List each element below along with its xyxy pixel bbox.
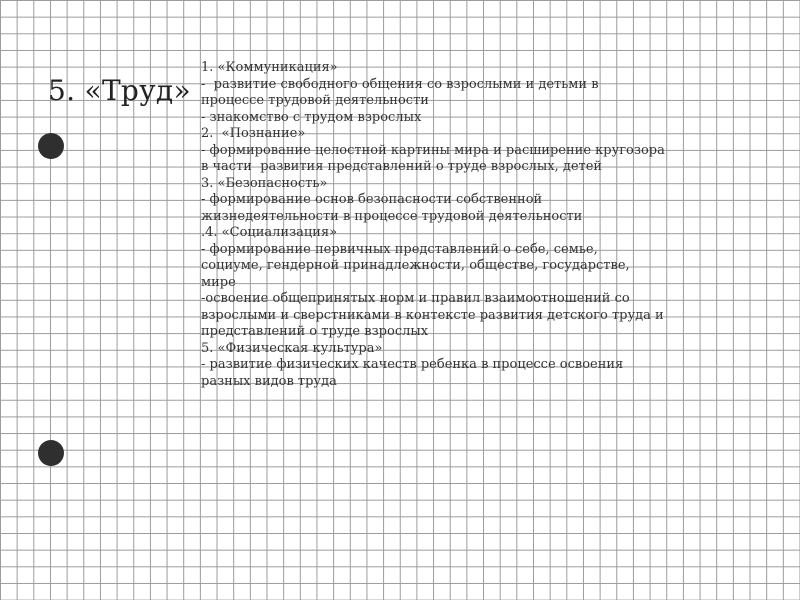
text-line: -освоение общепринятых норм и правил взаимоотношений со (201, 291, 630, 306)
binder-hole-top (38, 133, 64, 159)
text-line: в части развития представлений о труде взрослых, детей (201, 159, 603, 174)
text-line: социуме, гендерной принадлежности, обществе, государстве, (201, 258, 630, 273)
text-line: - знакомство с трудом взрослых (201, 109, 422, 125)
text-line: - формирование первичных представлений о себе, семье, (201, 241, 598, 257)
binder-hole-bottom (38, 440, 64, 466)
text-line: - развитие физических качеств ребенка в процессе освоения (201, 357, 624, 372)
text-line: мире (201, 274, 236, 290)
slide-title: 5. «Труд» (48, 74, 191, 107)
text-line: 2. «Познание» (201, 126, 306, 141)
text-line: представлений о труде взрослых (201, 324, 429, 339)
text-line: жизнедеятельности в процессе трудовой деятельности (201, 208, 583, 224)
text-line: 1. «Коммуникация» (201, 60, 338, 75)
text-line: взрослыми и сверстниками в контексте развития детского труда и (201, 307, 664, 323)
text-line: - развитие свободного общения со взрослыми и детьми в (201, 76, 599, 92)
slide-body-text (201, 60, 781, 390)
text-line: .4. «Социализация» (201, 225, 338, 240)
text-line: разных видов труда (201, 373, 337, 389)
text-line: 5. «Физическая культура» (201, 340, 383, 356)
text-line: процессе трудовой деятельности (201, 93, 429, 108)
text-line: 3. «Безопасность» (201, 175, 328, 191)
text-line: - формирование целостной картины мира и расширение кругозора (201, 142, 665, 158)
text-line: - формирование основ безопасности собственной (201, 192, 543, 207)
